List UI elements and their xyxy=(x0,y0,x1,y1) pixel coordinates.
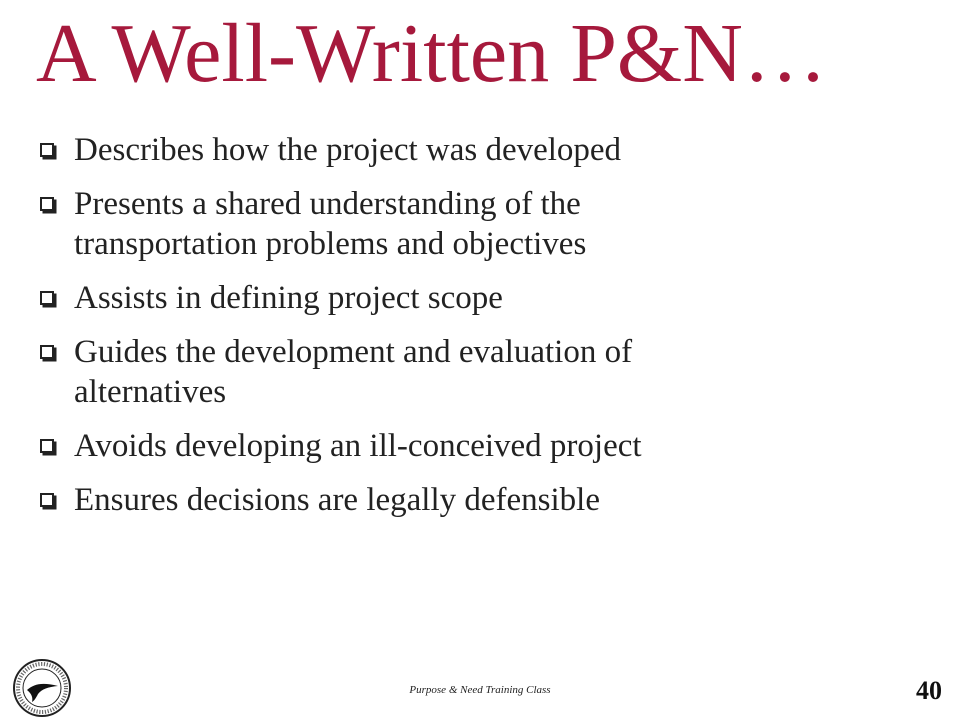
bullet-text-line-2: alternatives xyxy=(74,374,227,410)
page-number: 40 xyxy=(916,676,942,705)
bullet-text-line-1: Presents a shared understanding of the xyxy=(74,186,581,222)
footer-text: Purpose & Need Training Class xyxy=(409,684,551,696)
checkbox-bullet-icon xyxy=(40,493,54,507)
bullet-list xyxy=(38,130,918,520)
checkbox-bullet-icon xyxy=(40,439,54,453)
bullet-item xyxy=(38,130,918,170)
bullet-item xyxy=(38,480,918,520)
checkbox-bullet-icon xyxy=(40,345,54,359)
bullet-item xyxy=(38,426,918,466)
bullet-text: Ensures decisions are legally defensible xyxy=(74,482,600,518)
bullet-text: Avoids developing an ill-conceived project xyxy=(74,428,642,464)
checkbox-bullet-icon xyxy=(40,291,54,305)
checkbox-bullet-icon xyxy=(40,197,54,211)
bullet-item xyxy=(38,332,918,412)
bullet-text-line-2: transportation problems and objectives xyxy=(74,226,587,262)
bullet-item xyxy=(38,184,918,264)
bullet-text-line-1: Guides the development and evaluation of xyxy=(74,334,633,370)
bullet-text: Describes how the project was developed xyxy=(74,132,622,168)
bullet-text: Assists in defining project scope xyxy=(74,280,503,316)
checkbox-bullet-icon xyxy=(40,143,54,157)
bullet-item xyxy=(38,278,918,318)
slide-title: A Well-Written P&N… xyxy=(36,7,827,100)
